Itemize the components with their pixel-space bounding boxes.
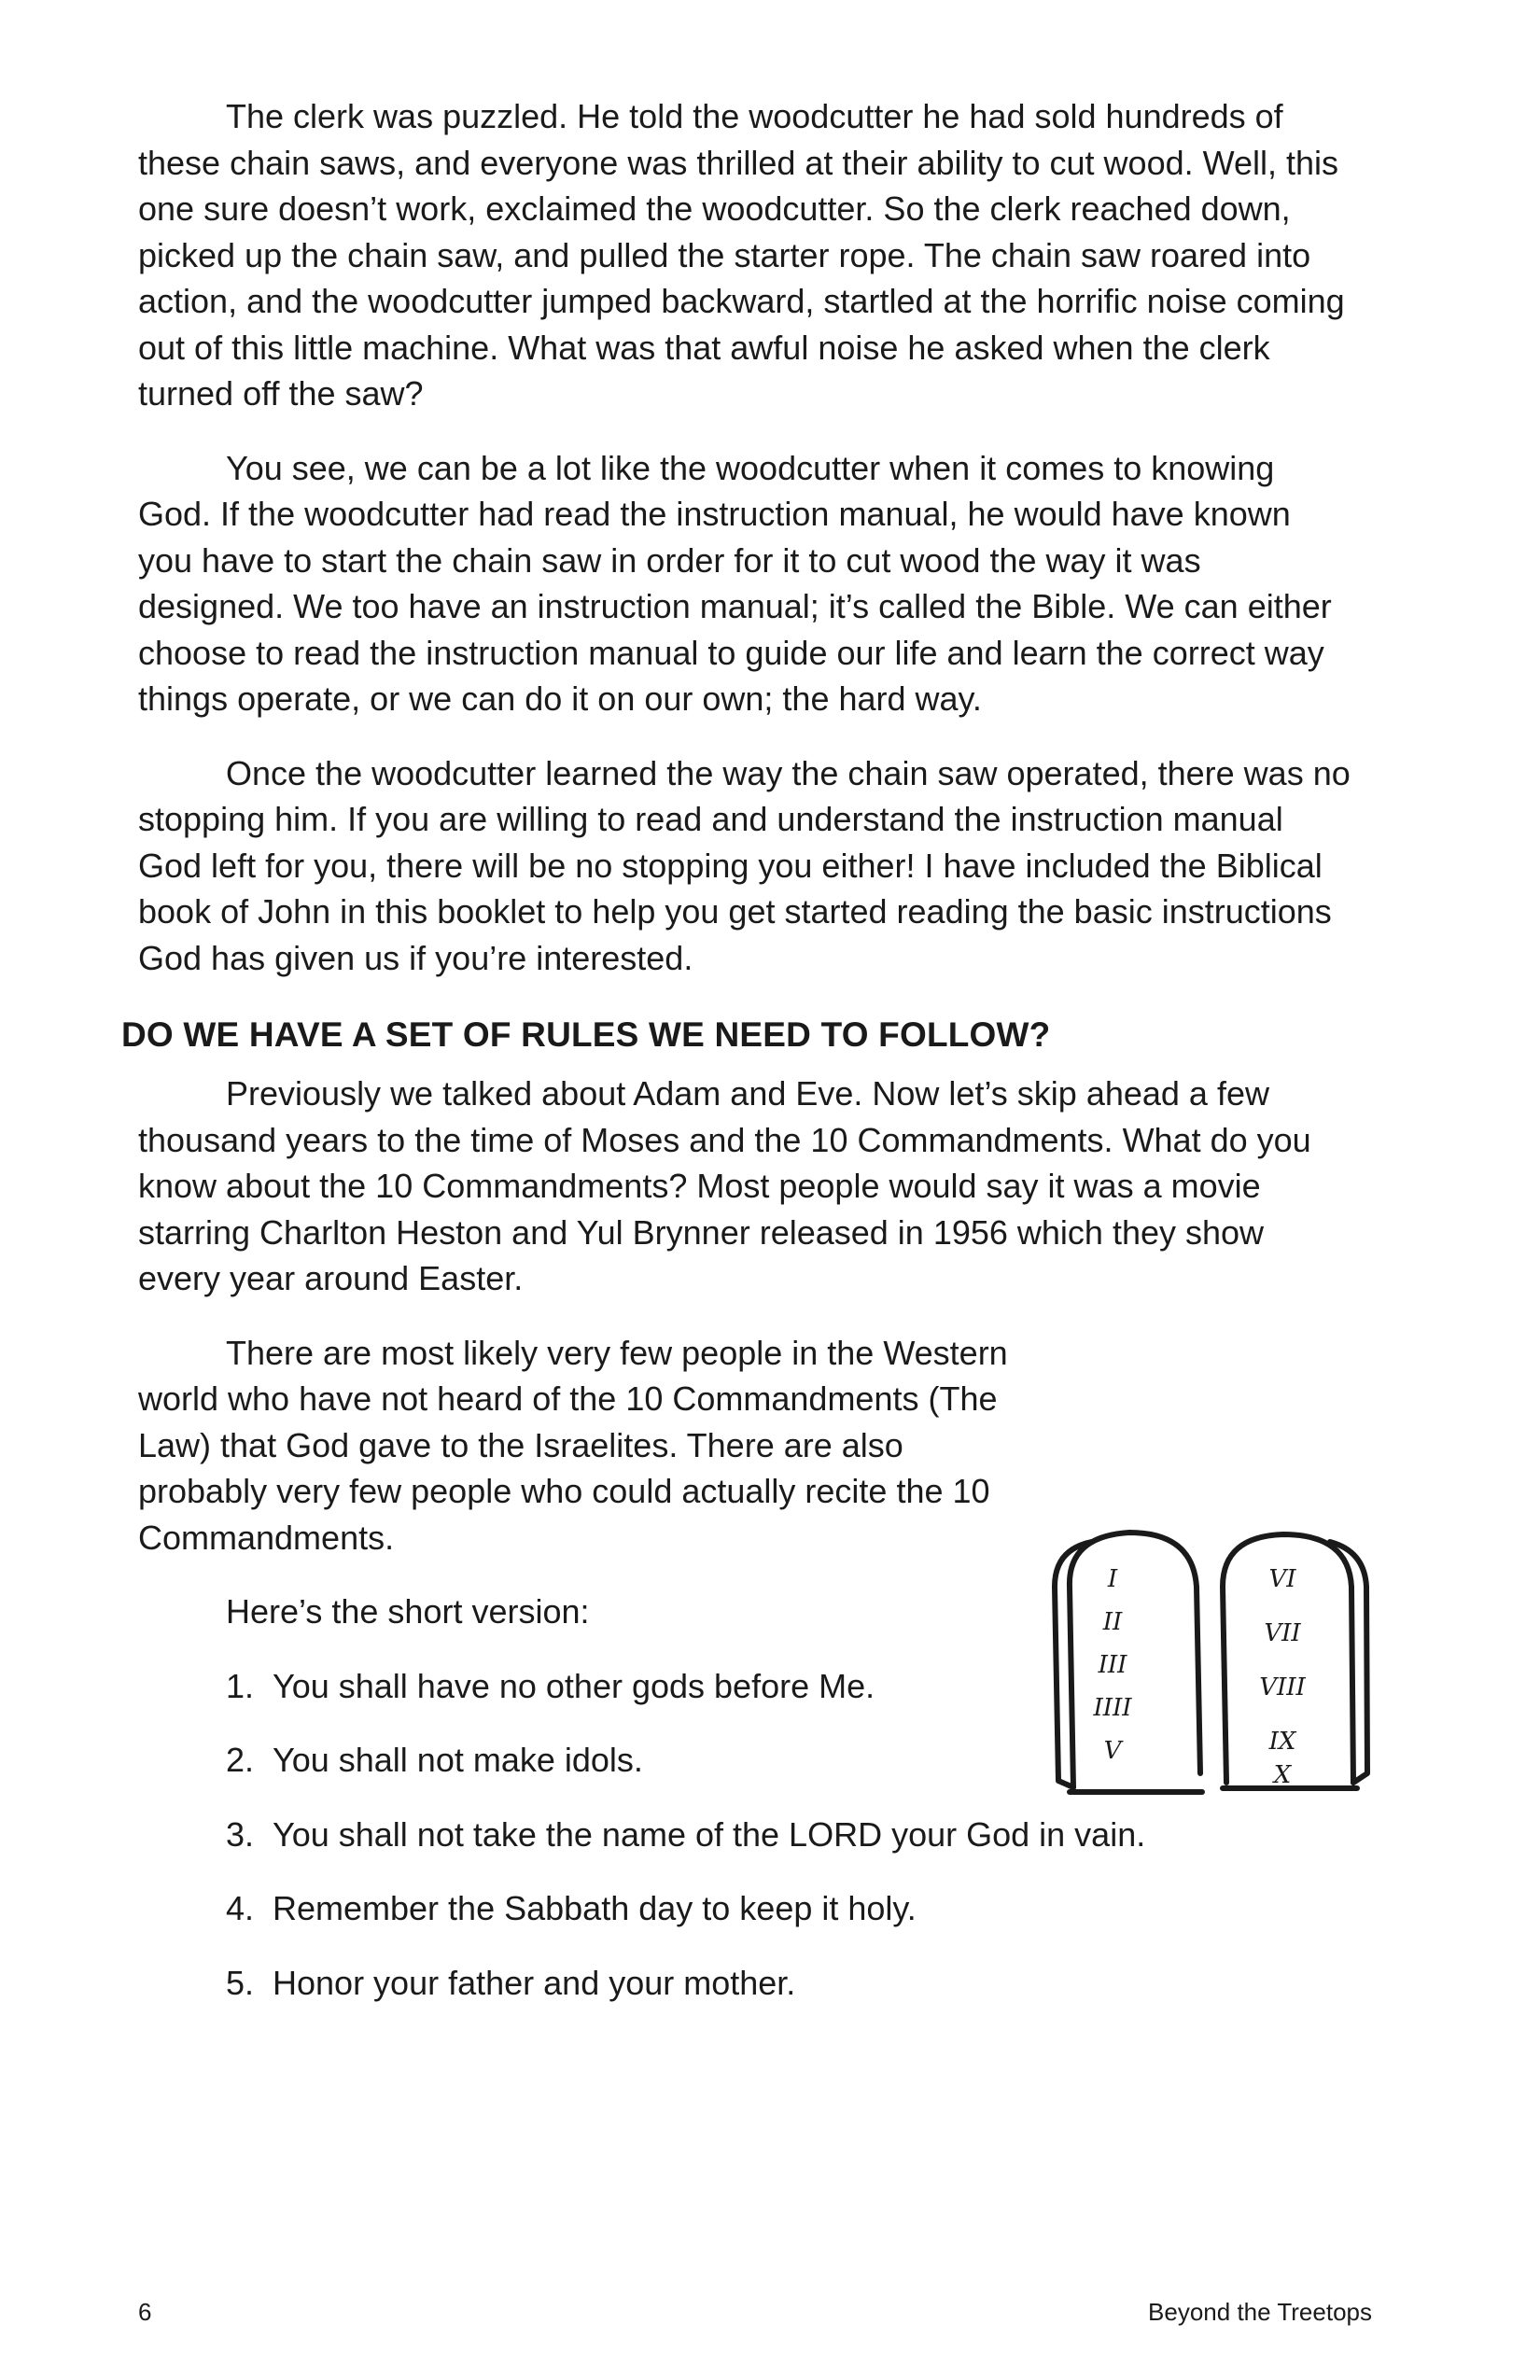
stone-tablets-icon bbox=[1045, 1521, 1381, 1801]
tablet-numeral: III bbox=[1098, 1651, 1127, 1679]
book-title: Beyond the Treetops bbox=[1148, 2298, 1372, 2326]
tablet-numeral: VIII bbox=[1259, 1673, 1306, 1701]
tablet-numeral: V bbox=[1103, 1737, 1122, 1765]
page-footer bbox=[138, 2298, 1372, 2327]
list-text: Remember the Sabbath day to keep it holy. bbox=[273, 1889, 917, 1927]
list-text: Honor your father and your mother. bbox=[273, 1963, 796, 2002]
paragraph-clerk: The clerk was puzzled. He told the woodcutter he had sold hundreds of these chain saws, and everyone was thrilled at their ability to cut wood. Well, this one sure doesn’t work, exclaimed the woodcutter. So the clerk reached down, picked up the chain saw, and pulled the starter rope. The chain saw roared into action, and the woodcutter jumped backward, startled at the horrific noise coming out of this little machine. What was that awful noise he asked when the clerk turned off the saw? bbox=[138, 97, 1345, 413]
list-text: You shall not make idols. bbox=[273, 1741, 643, 1779]
paragraph-knowing-god: You see, we can be a lot like the woodcutter when it comes to knowing God. If the woodcutter had read the instruction manual, he would have known you have to start the chain saw in order for it to cut wood the way it was designed. We too have an instruction manual; it’s called the Bible. We can either choose to read the instruction manual to guide our life and learn the correct way things operate, or we can do it on our own; the hard way. bbox=[138, 448, 1332, 718]
list-number: 2. bbox=[226, 1741, 255, 1779]
list-number: 3. bbox=[226, 1814, 255, 1854]
tablet-numeral: II bbox=[1102, 1608, 1123, 1636]
page-number: 6 bbox=[138, 2298, 152, 2326]
list-number: 4. bbox=[226, 1889, 255, 1927]
paragraph-adam-eve: Previously we talked about Adam and Eve. Now let’s skip ahead a few thousand years to the time of Moses and the 10 Commandments. What do you know about the 10 Commandments? Most people would say it was a movie starring Charlton Heston and Yul Brynner released in 1956 which they show every year around Easter. bbox=[138, 1074, 1311, 1297]
list-number: 5. bbox=[226, 1963, 255, 2002]
list-item bbox=[226, 1885, 1351, 1932]
tablet-numeral: I bbox=[1107, 1565, 1118, 1593]
paragraph-no-stopping: Once the woodcutter learned the way the chain saw operated, there was no stopping him. If you are willing to read and understand the instruction manual God left for you, there will be no stopping you either! I have included the Biblical book of John in this booklet to help you get started reading the basic instructions God has given us if you’re interested. bbox=[138, 753, 1351, 977]
tablet-numeral: X bbox=[1273, 1761, 1292, 1789]
list-item bbox=[226, 1960, 1351, 2007]
list-text: You shall have no other gods before Me. bbox=[273, 1666, 875, 1705]
paragraph-short-version: Here’s the short version: bbox=[226, 1592, 590, 1631]
section-heading: DO WE HAVE A SET OF RULES WE NEED TO FOLLOW? bbox=[121, 1015, 1051, 1054]
list-item bbox=[226, 1812, 1351, 1858]
tablet-numeral: IX bbox=[1268, 1728, 1296, 1756]
list-text: You shall not take the name of the LORD your God in vain. bbox=[273, 1814, 1146, 1854]
list-number: 1. bbox=[226, 1666, 255, 1705]
left-tablet-outline bbox=[1070, 1533, 1200, 1787]
tablet-numeral: IIII bbox=[1093, 1694, 1132, 1722]
tablet-base bbox=[1070, 1788, 1357, 1792]
paragraph-western-world: There are most likely very few people in the Western world who have not heard of the 10 Commandments (The Law) that God gave to the Israelites. There are also probably very few people who could actually recite the 10 Commandments. bbox=[138, 1333, 1008, 1557]
tablet-numeral: VI bbox=[1268, 1565, 1296, 1593]
tablet-numeral: VII bbox=[1264, 1619, 1301, 1647]
